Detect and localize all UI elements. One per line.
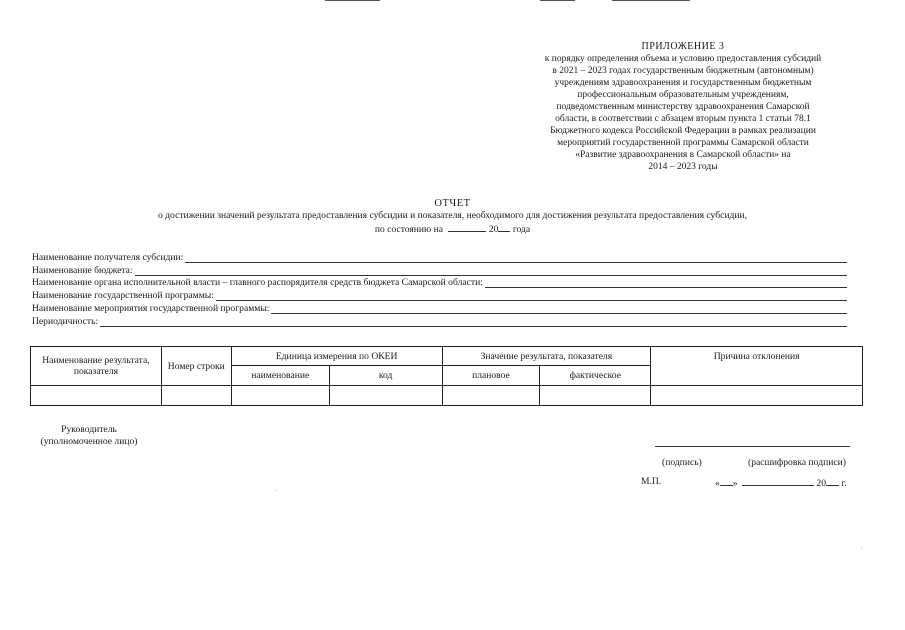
date-open-quote: « (715, 478, 720, 489)
field-budget (32, 263, 847, 276)
report-date-line (0, 222, 905, 236)
appendix-line: подведомственным министерству здравоохранения Самарской (556, 102, 810, 112)
table-cell[interactable] (651, 386, 863, 406)
appendix-line: мероприятий государственной программы Самарской области (557, 138, 809, 148)
field-program-activity (32, 301, 847, 314)
results-table (30, 346, 863, 406)
header-unit-code: код (329, 366, 442, 386)
appendix-line: области, в соответствии с абзацем вторым пункта 1 статьи 78.1 (555, 114, 811, 124)
appendix-line: 2014 – 2023 годы (648, 162, 718, 172)
date-close-quote: » (732, 478, 738, 489)
appendix-line: Бюджетного кодекса Российской Федерации в рамках реализации (550, 126, 816, 136)
table-cell[interactable] (329, 386, 442, 406)
field-label: Наименование государственной программы: (32, 290, 214, 302)
table-cell[interactable] (540, 386, 651, 406)
field-authority (32, 276, 847, 289)
date-year-prefix: 20 (816, 478, 826, 489)
signature-date (715, 476, 847, 489)
field-periodicity (32, 314, 847, 327)
signature-decode-label: (расшифровка подписи) (748, 457, 846, 468)
head-signatory (34, 424, 144, 448)
field-fill-line[interactable] (135, 266, 847, 276)
header-value: Значение результата, показателя (442, 347, 651, 366)
field-label: Наименование получателя субсидии: (32, 251, 184, 263)
appendix-block (520, 41, 846, 173)
signature-line[interactable] (655, 446, 850, 447)
appendix-line: «Развитие здравоохранения в Самарской области» на (575, 150, 791, 160)
head-subtitle: (уполномоченное лицо) (40, 436, 138, 447)
header-unit-name: наименование (231, 366, 329, 386)
report-year-blank[interactable] (498, 222, 510, 232)
report-subtitle: о достижении значений результата предоставления субсидии и показателя, необходимого для достижения результата предоставления субсидии, (157, 210, 748, 221)
header-value-actual: фактическое (540, 366, 651, 386)
table-row (31, 386, 863, 406)
field-fill-line[interactable] (216, 291, 847, 301)
appendix-line: учреждениям здравоохранения и государственным бюджетным (554, 78, 812, 88)
appendix-line: к порядку определения объема и условию предоставления субсидий (544, 54, 822, 64)
field-label: Периодичность: (32, 315, 99, 327)
report-date-blank[interactable] (448, 222, 486, 232)
report-title: ОТЧЕТ (434, 198, 471, 209)
field-fill-line[interactable] (185, 253, 847, 263)
table-header-row (31, 347, 863, 366)
appendix-line: профессиональным образовательным учреждениям, (577, 90, 789, 100)
header-unit: Единица измерения по ОКЕИ (231, 347, 442, 366)
date-year-suffix: г. (841, 478, 847, 489)
field-fill-line[interactable] (100, 317, 847, 327)
scan-speck (276, 490, 277, 491)
table-cell[interactable] (231, 386, 329, 406)
field-label: Наименование мероприятия государственной программы: (32, 302, 270, 314)
signature-label: (подпись) (662, 457, 702, 468)
appendix-line: в 2021 – 2023 годах государственным бюджетным (автономным) (552, 66, 814, 76)
field-recipient (32, 250, 847, 263)
table-cell[interactable] (442, 386, 540, 406)
field-fill-line[interactable] (271, 304, 847, 314)
field-program (32, 288, 847, 301)
header-row-number: Номер строки (161, 347, 231, 386)
field-label: Наименование органа исполнительной власти – главного распорядителя средств бюджета Самарской области: (32, 277, 483, 289)
field-fill-line[interactable] (485, 278, 847, 288)
header-value-planned: плановое (442, 366, 540, 386)
header-fields (32, 250, 847, 327)
report-date-year: 20 (488, 224, 499, 235)
date-month-blank[interactable] (742, 476, 814, 486)
date-year-blank[interactable] (826, 476, 839, 486)
table-cell[interactable] (161, 386, 231, 406)
report-date-suffix: года (512, 224, 531, 235)
field-label: Наименование бюджета: (32, 264, 133, 276)
table-cell[interactable] (31, 386, 162, 406)
report-title-block (0, 198, 905, 236)
scan-speck (861, 548, 862, 549)
date-day-blank[interactable] (720, 476, 733, 486)
appendix-heading: ПРИЛОЖЕНИЕ 3 (641, 41, 725, 52)
head-title: Руководитель (61, 424, 117, 435)
header-reason: Причина отклонения (651, 347, 863, 386)
stamp-label: М.П. (641, 476, 662, 487)
header-result-name: Наименование результата, показателя (31, 347, 162, 386)
report-date-prefix: по состоянию на (374, 224, 444, 235)
